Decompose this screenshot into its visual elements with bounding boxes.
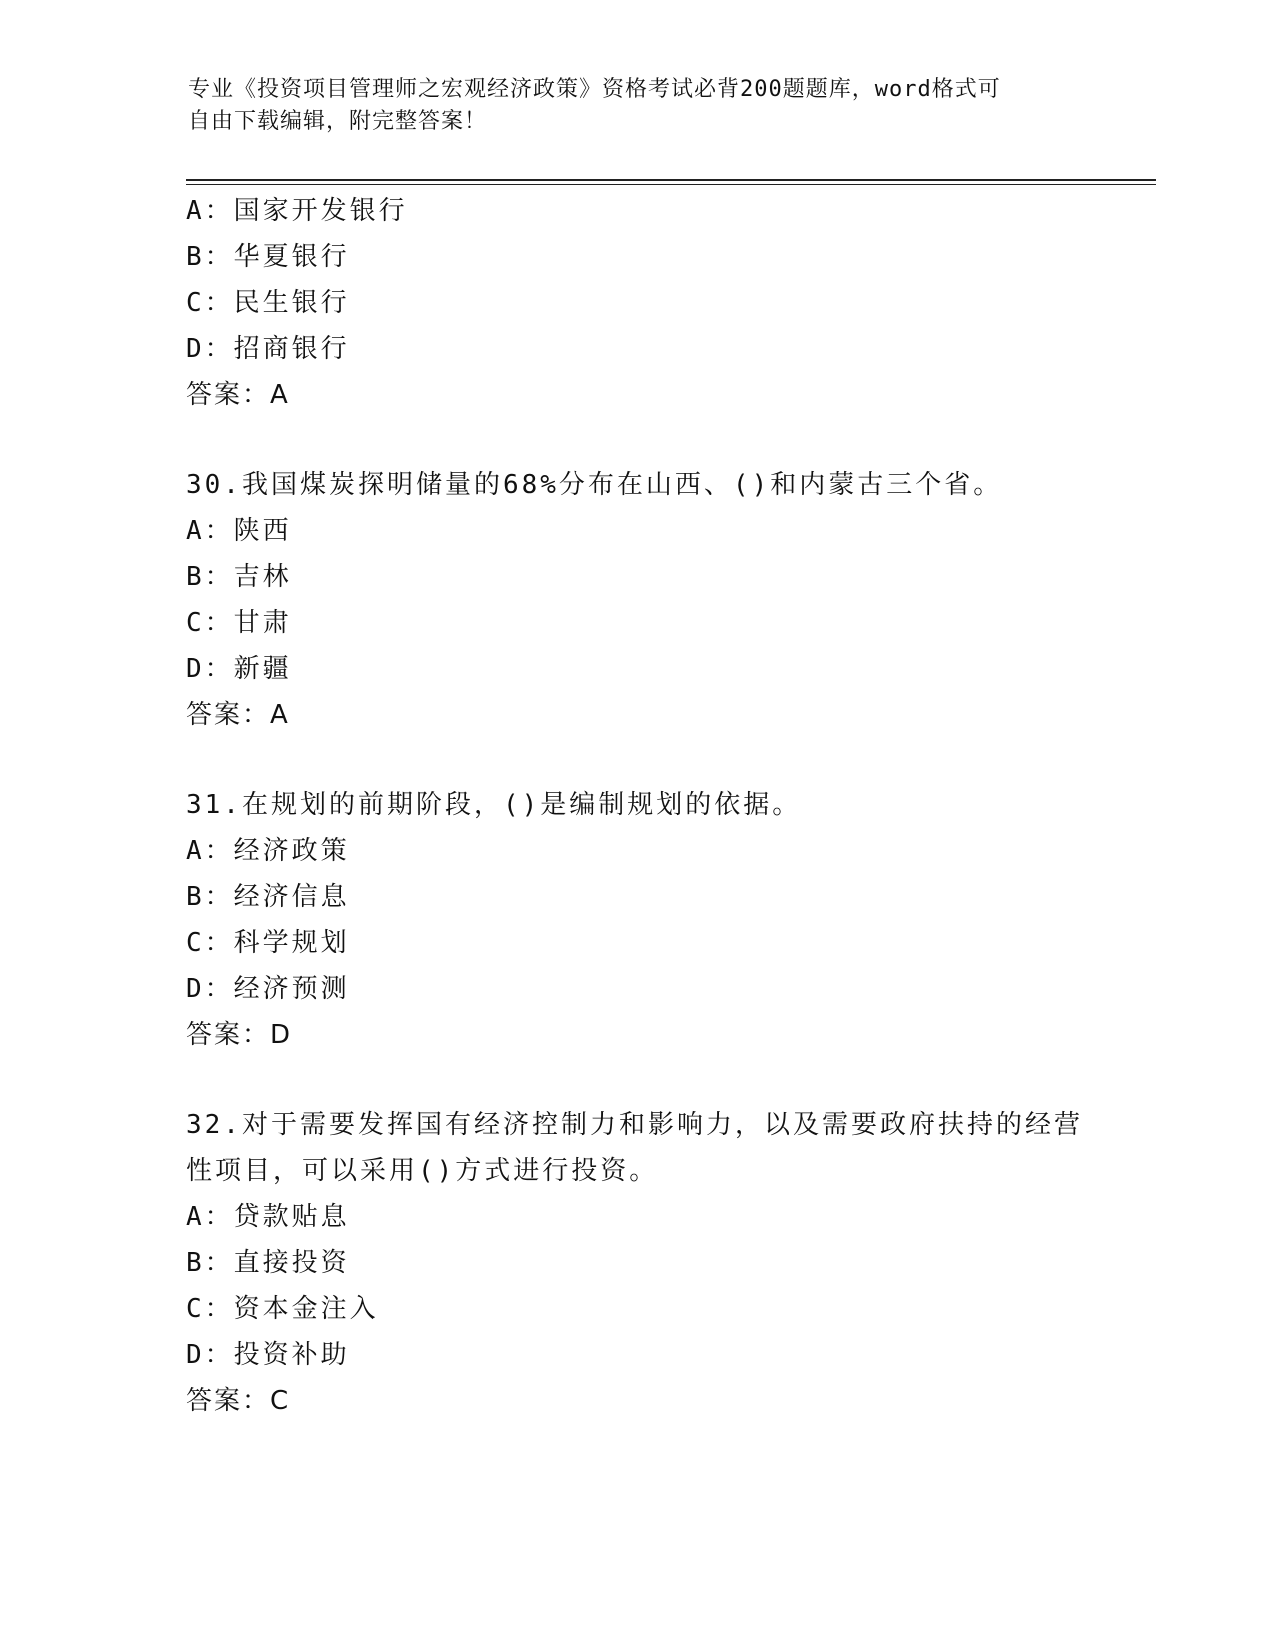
answer-label: 答案： (186, 700, 271, 730)
question-block (186, 782, 1086, 1058)
option-b: B：华夏银行 (186, 242, 350, 272)
option-c: C：民生银行 (186, 288, 350, 318)
option-a: A：贷款贴息 (186, 1202, 350, 1232)
option-d: D：新疆 (186, 654, 292, 684)
header-line-2: 自由下载编辑，附完整答案！ (188, 109, 488, 134)
option-d: D：招商银行 (186, 334, 350, 364)
option-c: C：科学规划 (186, 928, 350, 958)
header-divider-thin (186, 184, 1156, 185)
header-line-1: 专业《投资项目管理师之宏观经济政策》资格考试必背200题题库，word格式可 (188, 77, 1001, 102)
answer-value: D (270, 1020, 293, 1050)
answer-line (186, 692, 1086, 738)
option-c: C：甘肃 (186, 608, 292, 638)
option-a: A：经济政策 (186, 836, 350, 866)
option-c: C：资本金注入 (186, 1294, 379, 1324)
option-a: A：陕西 (186, 516, 292, 546)
option-a: A：国家开发银行 (186, 196, 408, 226)
header-divider-thick (186, 179, 1156, 181)
answer-line (186, 1012, 1086, 1058)
answer-label: 答案： (186, 380, 271, 410)
answer-line (186, 1378, 1086, 1424)
question-block (186, 462, 1086, 738)
answer-line (186, 372, 1086, 418)
option-d: D：投资补助 (186, 1340, 350, 1370)
question-text: 30.我国煤炭探明储量的68%分布在山西、()和内蒙古三个省。 (186, 470, 1003, 500)
answer-label: 答案： (186, 1386, 271, 1416)
document-header (188, 74, 1068, 138)
question-text: 32.对于需要发挥国有经济控制力和影响力，以及需要政府扶持的经营性项目，可以采用()方式进行投资。 (186, 1110, 1083, 1186)
question-block (186, 188, 1086, 418)
answer-value: A (270, 380, 290, 410)
answer-value: A (270, 700, 290, 730)
question-block (186, 1102, 1086, 1424)
answer-label: 答案： (186, 1020, 271, 1050)
option-b: B：经济信息 (186, 882, 350, 912)
option-b: B：直接投资 (186, 1248, 350, 1278)
question-list (186, 188, 1086, 1424)
question-text: 31.在规划的前期阶段，()是编制规划的依据。 (186, 790, 802, 820)
answer-value: C (270, 1386, 291, 1416)
option-b: B：吉林 (186, 562, 292, 592)
option-d: D：经济预测 (186, 974, 350, 1004)
